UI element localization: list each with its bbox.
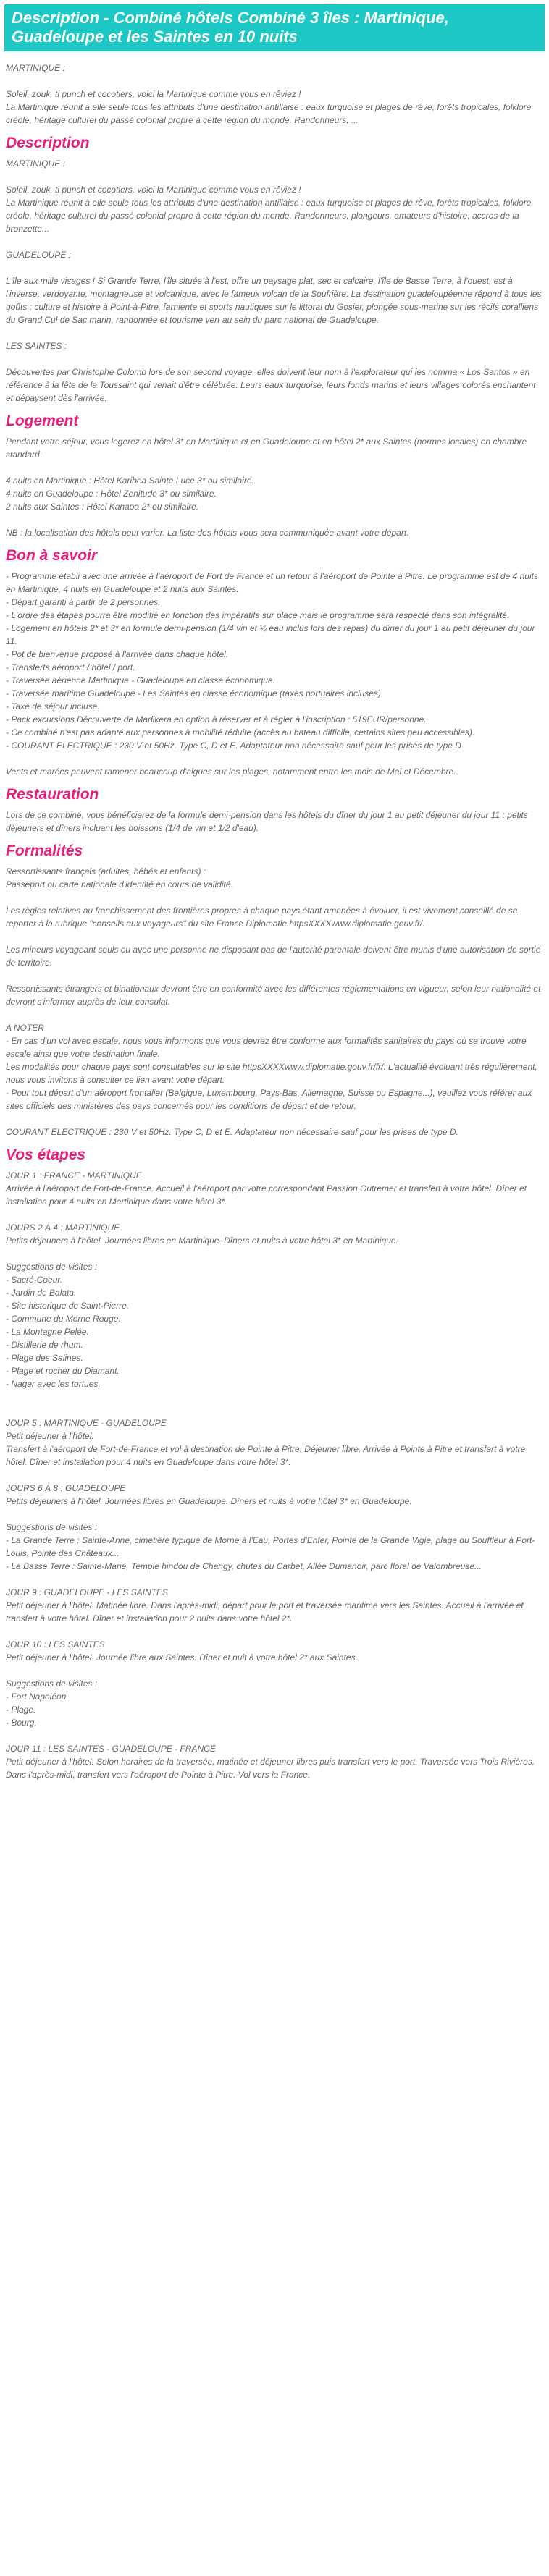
spacer (6, 1112, 543, 1126)
section-paragraph: Les mineurs voyageant seuls ou avec une personne ne disposant pas de l'autorité parentale doivent être munis d'une autorisation de sortie de territoire. (6, 945, 541, 968)
section-paragraph: Suggestions de visites : - La Grande Terre : Sainte-Anne, cimetière typique de Morne à l'Eau, Portes d'Enfer, Pointe de la Grande Vigie, plage du Souffleur à Port-Louis, Pointe des Châteaux... - La Basse Terre : Sainte-Marie, Temple hindou de Changy, chutes du Carbet, Allée Dumanoir, parc floral de Valombreuse... (6, 1522, 535, 1571)
section-paragraph: Pendant votre séjour, vous logerez en hôtel 3* en Martinique et en Guadeloupe et en hôtel 2* aux Saintes (normes locales) en chambre standard. (6, 436, 527, 460)
section-paragraph: A NOTER - En cas d'un vol avec escale, nous vous informons que vous devrez être conforme aux formalités sanitaires du pays où se trouve votre escale ainsi que votre destination finale. Les modalités pour chaque pays sont consultables sur le site httpsXXXXwww.diplomatie.gouv.fr/fr/. L'actualité évoluant très régulièrement, nous vous invitons à consulter ce lien avant votre départ. - Pour tout départ d'un aéroport frontalier (Belgique, Luxembourg, Pays-Bas, Allemagne, Suisse ou Espagne...), veuillez vous référer aux sites officiels des ministères des pays concernés pour les conditions de départ et de retour. (6, 1023, 537, 1111)
section-paragraph: JOUR 10 : LES SAINTES Petit déjeuner à l'hôtel. Journée libre aux Saintes. Dîner et nuit à votre hôtel 2* aux Saintes. (6, 1639, 358, 1663)
section-paragraph: NB : la localisation des hôtels peut varier. La liste des hôtels vous sera communiquée avant votre départ. (6, 528, 409, 538)
spacer (6, 1008, 543, 1021)
section-logement (6, 412, 543, 539)
section-paragraph: COURANT ELECTRIQUE : 230 V et 50Hz. Type C, D et E. Adaptateur non nécessaire sauf pour les prises de type D. (6, 1127, 458, 1137)
section-paragraph: Les règles relatives au franchissement des frontières propres à chaque pays étant amenées à évoluer, il est vivement conseillé de se reporter à la rubrique "conseils aux voyageurs" du site France Diplomatie.httpsXXXXwww.diplomatie.gouv.fr/. (6, 905, 518, 929)
section-heading: Formalités (6, 843, 83, 859)
section-paragraph: JOUR 1 : FRANCE - MARTINIQUE Arrivée à l'aéroport de Fort-de-France. Accueil à l'aéroport par votre correspondant Passion Outremer et transfert à votre hôtel. Dîner et installation pour 4 nuits en Martinique dans votre hôtel 3*. (6, 1170, 527, 1207)
section-paragraph: Découvertes par Christophe Colomb lors de son second voyage, elles doivent leur nom à l'explorateur qui les nomma « Los Santos » en référence à la fête de la Toussaint qui venait d'être célébrée. Leurs eaux turquoise, leurs fonds marins et leurs villages colorés enchantent et dépaysent dès l'arrivée. (6, 367, 536, 403)
section-formalites (6, 842, 543, 1139)
spacer (6, 1403, 543, 1416)
sections (6, 134, 543, 1781)
content (0, 62, 549, 1781)
section-paragraph: Ressortissants français (adultes, bébés et enfants) : Passeport ou carte nationale d'identité en cours de validité. (6, 866, 233, 890)
section-heading: Bon à savoir (6, 547, 98, 564)
spacer (6, 930, 543, 943)
spacer (6, 75, 543, 88)
section-paragraph: 4 nuits en Martinique : Hôtel Karibea Sainte Luce 3* ou similaire. 4 nuits en Guadeloupe : Hôtel Zenitude 3* ou similaire. 2 nuits aux Saintes : Hôtel Kanaoa 2* ou similaire. (6, 476, 254, 512)
spacer (6, 1573, 543, 1586)
spacer (6, 1508, 543, 1521)
section-restauration (6, 785, 543, 835)
spacer (6, 352, 543, 366)
title-banner (4, 4, 545, 51)
section-paragraph: Vents et marées peuvent ramener beaucoup d'algues sur les plages, notamment entre les mois de Mai et Décembre. (6, 767, 456, 777)
section-paragraph: Suggestions de visites : - Fort Napoléon. - Plage. - Bourg. (6, 1678, 98, 1728)
section-paragraph: L'île aux mille visages ! Si Grande Terre, l'île située à l'est, offre un paysage plat, sec et calcaire, l'île de Basse Terre, à l'ouest, est à l'inverse, verdoyante, montagneuse et volcanique, avec le fameux volcan de la Soufrière. La destination guadeloupéenne répond à tous les goûts : culture et histoire à Point-à-Pitre, farniente et sports nautiques sur le littoral du Gosier, plongée sous-marine sur les récifs coralliens du Grand Cul de Sac marin, randonnée et tourisme vert au sein du parc national de Guadeloupe. (6, 276, 542, 325)
page-title: Description - Combiné hôtels Combiné 3 îles : Martinique, Guadeloupe et les Saintes en 10 nuits (12, 9, 449, 46)
section-paragraph: GUADELOUPE : (6, 250, 72, 260)
section-paragraph: MARTINIQUE : (6, 159, 65, 169)
spacer (6, 1247, 543, 1260)
spacer (6, 461, 543, 474)
section-etapes (6, 1146, 543, 1781)
intro-text: Soleil, zouk, ti punch et cocotiers, voici la Martinique comme vous en rêviez ! La Martinique réunit à elle seule tous les attributs d'une destination antillaise : eaux turquoise et plages de rêve, forêts tropicales, folklore créole, héritage culturel du passé colonial propre à cette région du monde. Randonneurs, ... (6, 89, 532, 125)
spacer (6, 1208, 543, 1221)
spacer (6, 752, 543, 765)
spacer (6, 1729, 543, 1742)
section-bon-a-savoir (6, 546, 543, 778)
page (0, 4, 549, 1803)
spacer (6, 891, 543, 904)
section-paragraph: JOUR 5 : MARTINIQUE - GUADELOUPE Petit déjeuner à l'hôtel. Transfert à l'aéroport de Fort-de-France et vol à destination de Pointe à Pitre. Déjeuner libre. Arrivée à Pointe à Pitre et transfert à votre hôtel. Dîner et installation pour 4 nuits en Guadeloupe dans votre hôtel 3*. (6, 1418, 526, 1467)
section-paragraph: Ressortissants étrangers et binationaux devront être en conformité avec les différentes réglementations en vigueur, selon leur nationalité et devront s'informer auprès de leur consulat. (6, 984, 541, 1007)
section-paragraph: LES SAINTES : (6, 341, 67, 351)
spacer (6, 1390, 543, 1403)
section-paragraph: JOUR 11 : LES SAINTES - GUADELOUPE - FRANCE Petit déjeuner à l'hôtel. Selon horaires de la traversée, matinée et déjeuner libres puis transfert vers le port. Traversée vers Trois Rivières. Dans l'après-midi, transfert vers l'aéroport de Pointe à Pitre. Vol vers la France. (6, 1744, 535, 1780)
section-paragraph: JOURS 6 À 8 : GUADELOUPE Petits déjeuners à l'hôtel. Journées libres en Guadeloupe. Dîners et nuits à votre hôtel 3* en Guadeloupe. (6, 1483, 412, 1506)
section-heading: Logement (6, 413, 79, 429)
spacer (6, 1625, 543, 1638)
intro (6, 62, 543, 127)
section-heading: Description (6, 135, 90, 151)
spacer (6, 326, 543, 339)
spacer (6, 1469, 543, 1482)
intro-label: MARTINIQUE : (6, 63, 65, 73)
spacer (6, 1664, 543, 1677)
spacer (6, 170, 543, 183)
spacer (6, 261, 543, 274)
section-paragraph: Suggestions de visites : - Sacré-Coeur. - Jardin de Balata. - Site historique de Saint-Pierre. - Commune du Morne Rouge. - La Montagne Pelée. - Distillerie de rhum. - Plage des Salines. - Plage et rocher du Diamant. - Nager avec les tortues. (6, 1262, 130, 1389)
section-paragraph: JOURS 2 À 4 : MARTINIQUE Petits déjeuners à l'hôtel. Journées libres en Martinique. Dîners et nuits à votre hôtel 3* en Martinique. (6, 1222, 398, 1246)
section-heading: Vos étapes (6, 1146, 86, 1163)
section-description (6, 134, 543, 405)
section-paragraph: Lors de ce combiné, vous bénéficierez de la formule demi-pension dans les hôtels du dîner du jour 1 au petit déjeuner du jour 11 : petits déjeuners et dîners incluant les boissons (1/4 de vin et 1/2 d'eau). (6, 810, 528, 833)
spacer (6, 235, 543, 248)
section-paragraph: - Programme établi avec une arrivée à l'aéroport de Fort de France et un retour à l'aéroport de Pointe à Pitre. Le programme est de 4 nuits en Martinique, 4 nuits en Guadeloupe et 2 nuits aux Saintes. - Départ garanti à partir de 2 personnes. - L'ordre des étapes pourra être modifié en fonction des impératifs sur place mais le programme sera respecté dans son intégralité. - Logement en hôtels 2* et 3* en formule demi-pension (1/4 vin et ½ eau inclus lors des repas) du dîner du jour 1 au petit déjeuner du jour 11. - Pot de bienvenue proposé à l'arrivée dans chaque hôtel. - Transferts aéroport / hôtel / port. - Traversée aérienne Martinique - Guadeloupe en classe économique. - Traversée maritime Guadeloupe - Les Saintes en classe économique (taxes portuaires incluses). - Taxe de séjour incluse. - Pack excursions Découverte de Madikera en option à réserver et à régler à l'inscription : 519EUR/personne. - Ce combiné n'est pas adapté aux personnes à mobilité réduite (accès au bateau difficile, certains sites peu accessibles). - COURANT ELECTRIQUE : 230 V et 50Hz. Type C, D et E. Adaptateur non nécessaire sauf pour les prises de type D. (6, 571, 538, 751)
section-heading: Restauration (6, 786, 99, 803)
spacer (6, 969, 543, 982)
section-paragraph: JOUR 9 : GUADELOUPE - LES SAINTES Petit déjeuner à l'hôtel. Matinée libre. Dans l'après-midi, départ pour le port et traversée maritime vers les Saintes. Accueil à l'arrivée et transfert à votre hôtel. Dîner et installation pour 2 nuits dans votre hôtel 2*. (6, 1587, 524, 1623)
section-paragraph: Soleil, zouk, ti punch et cocotiers, voici la Martinique comme vous en rêviez ! La Martinique réunit à elle seule tous les attributs d'une destination antillaise : eaux turquoise et plages de rêve, forêts tropicales, folklore créole, héritage culturel du passé colonial propre à cette région du monde. Randonneurs, plongeurs, amateurs d'histoire, accros de la bronzette... (6, 185, 532, 234)
spacer (6, 513, 543, 526)
